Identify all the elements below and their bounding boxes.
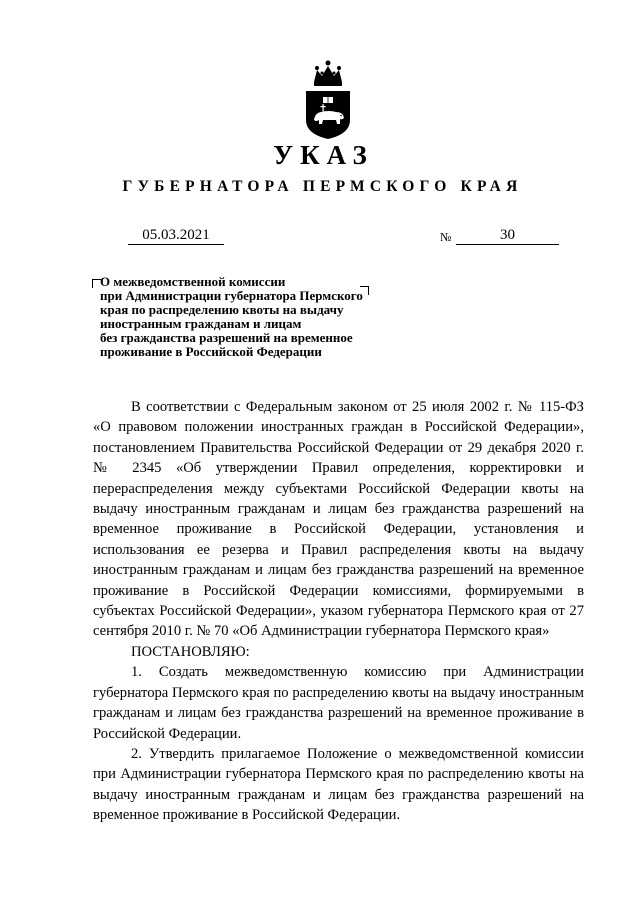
document-date: 05.03.2021 xyxy=(128,226,224,245)
document-issuer: ГУБЕРНАТОРА ПЕРМСКОГО КРАЯ xyxy=(122,178,523,195)
heading-line: проживание в Российской Федерации xyxy=(100,344,322,359)
perm-krai-coat-of-arms-icon xyxy=(303,58,353,140)
item-2-paragraph: 2. Утвердить прилагаемое Положение о межведомственной комиссии при Администрации губернатора Пермского края по распределению квоты на выдачу иностранным гражданам и лицам без гражданства разрешений на временное проживание в Российской Федерации. xyxy=(93,745,584,824)
number-label: № xyxy=(440,230,452,244)
heading-line: края по распределению квоты на выдачу xyxy=(100,302,344,317)
heading-line: без гражданства разрешений на временное xyxy=(100,330,353,345)
item-1-paragraph: 1. Создать межведомственную комиссию при Администрации губернатора Пермского края по распределению квоты на выдачу иностранным гражданам и лицам без гражданства разрешений на временное проживание в Российской Федерации. xyxy=(93,664,584,742)
document-body xyxy=(93,397,584,826)
decree-word: ПОСТАНОВЛЯЮ: xyxy=(131,643,250,660)
document-heading xyxy=(100,275,410,359)
heading-line: при Администрации губернатора Пермского xyxy=(100,288,363,303)
heading-line: О межведомственной комиссии xyxy=(100,274,286,289)
document-title: УКАЗ xyxy=(273,140,374,170)
heading-line: иностранным гражданам и лицам xyxy=(100,316,302,331)
preamble-paragraph: В соответствии с Федеральным законом от 25 июля 2002 г. № 115-ФЗ «О правовом положении иностранных граждан в Российской Федерации», постановлением Правительства Российской Федерации от 29 декабря 2020 г. № 2345 «Об утверждении Правил определения, корректировки и перераспределения между субъектами Российской Федерации квоты на выдачу иностранным гражданам и лицам без гражданства разрешений на временное проживание в Российской Федерации, установления и использования ее резерва и Правил распределения квоты на выдачу иностранным гражданам и лицам без гражданства разрешений на временное проживание в Российской Федерации комиссиями, формируемыми в субъектах Российской Федерации», указом губернатора Пермского края от 27 сентября 2010 г. № 70 «Об Администрации губернатора Пермского края» xyxy=(93,399,584,640)
document-number: 30 xyxy=(456,226,559,245)
